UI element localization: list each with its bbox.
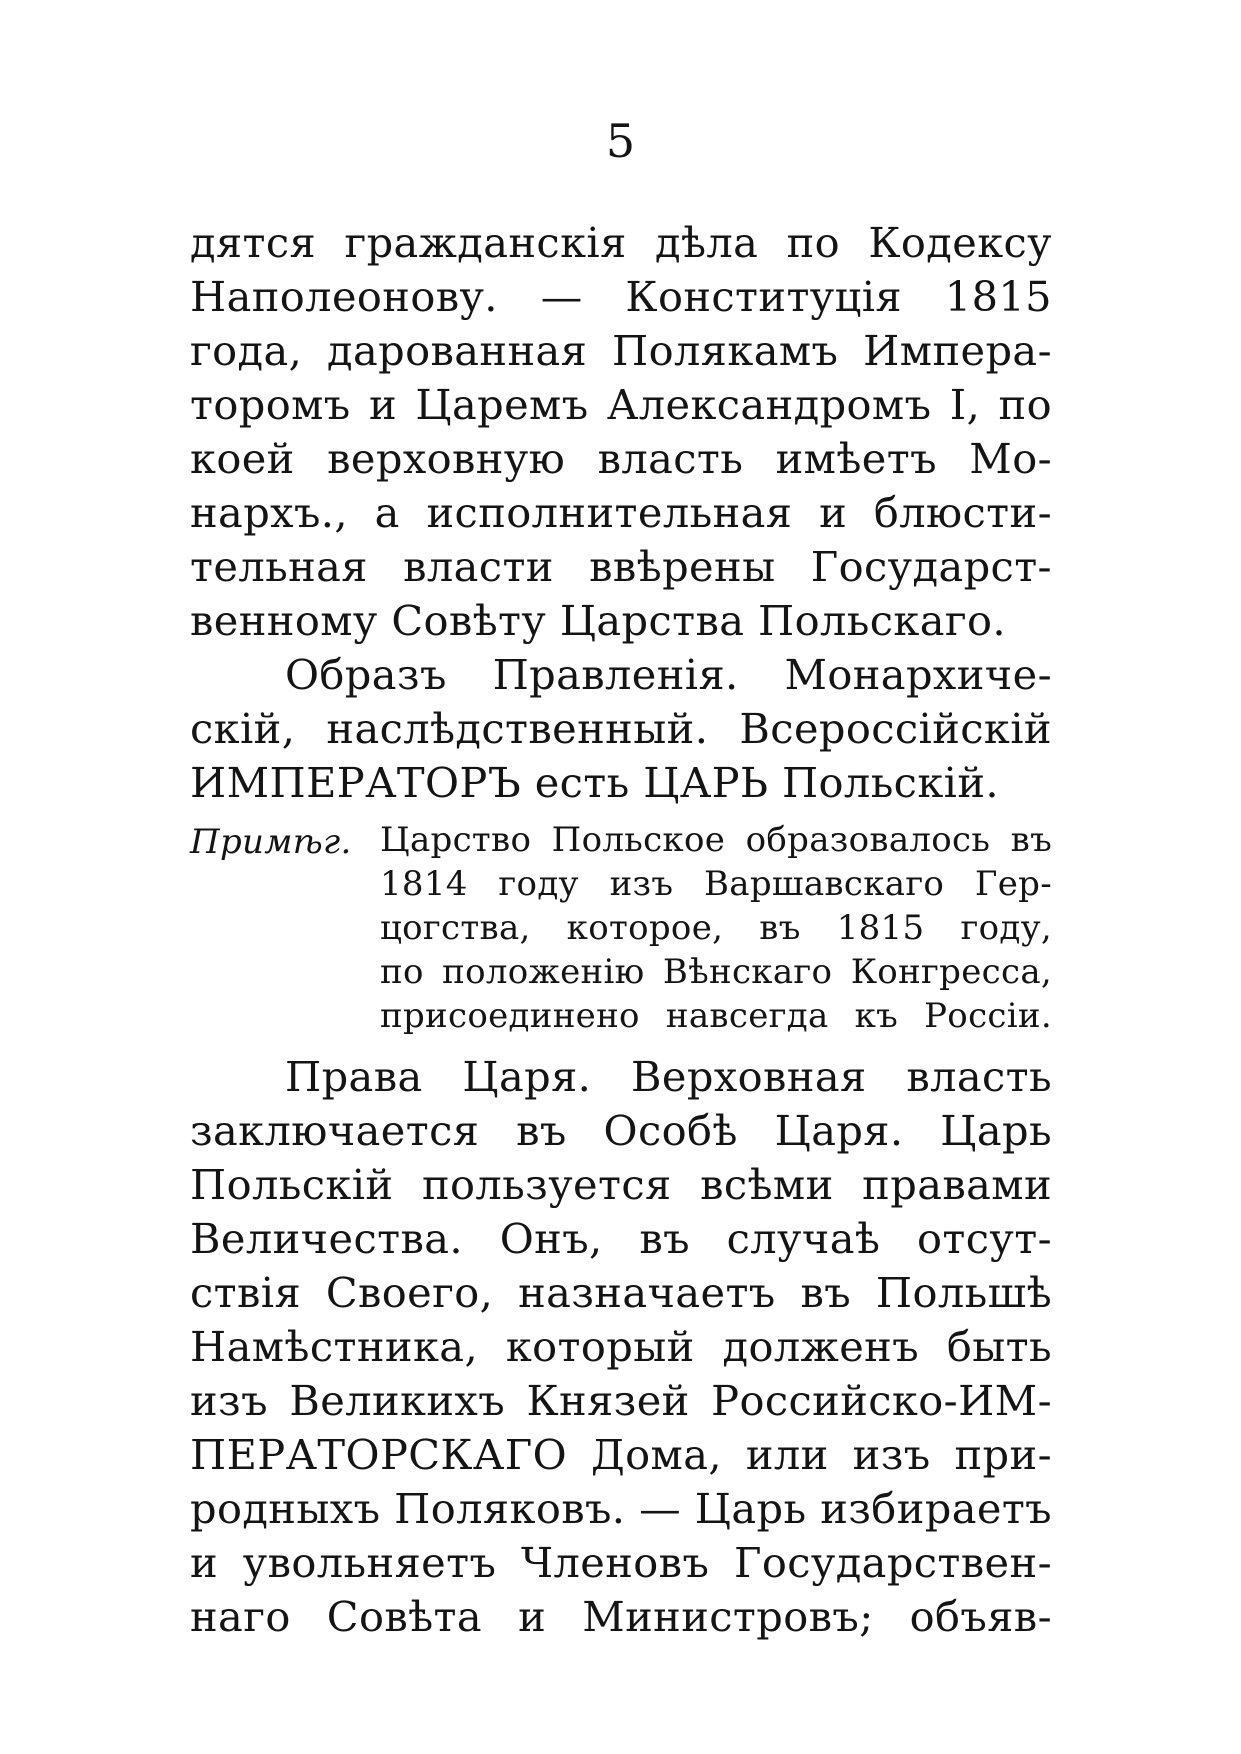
text-line: коей верховную власть имѣетъ Мо-	[190, 434, 1052, 483]
page-number: 5	[605, 114, 636, 168]
section-heading-line: Права Царя. Верховная власть	[285, 1052, 1052, 1101]
footnote	[190, 818, 1052, 1038]
text-line: торомъ и Царемъ Александромъ I, по	[190, 380, 1052, 429]
text-line: и увольняетъ Членовъ Государствен-	[190, 1538, 1052, 1587]
text-line: тельная власти ввѣрены Государст-	[190, 542, 1052, 591]
text-line: родныхъ Поляковъ. — Царь избираетъ	[190, 1484, 1052, 1533]
text-line: наго Совѣта и Министровъ; объяв-	[190, 1592, 1052, 1641]
footnote-line: присоединено навсегда къ Россіи.	[380, 996, 1052, 1036]
rights-paragraph	[190, 1050, 1052, 1644]
text-line: Наполеонову. — Конституція 1815	[190, 272, 1052, 321]
text-line: Величества. Онъ, въ случаѣ отсут-	[190, 1214, 1052, 1263]
text-line: изъ Великихъ Князей Российско-ИМ-	[190, 1376, 1052, 1425]
footnote-line: по положенію Вѣнскаго Конгресса,	[380, 952, 1052, 992]
footnote-body	[380, 818, 1052, 1038]
main-paragraph	[190, 216, 1052, 810]
text-line: Намѣстника, который долженъ быть	[190, 1322, 1052, 1371]
text-line: дятся гражданскія дѣла по Кодексу	[190, 218, 1052, 267]
footnote-line: цогства, которое, въ 1815 году,	[380, 908, 1052, 948]
text-line: ПЕРАТОРСКАГО Дома, или изъ при-	[190, 1430, 1052, 1479]
text-line: года, дарованная Полякамъ Импера-	[190, 326, 1052, 375]
text-line: венному Совѣту Царства Польскаго.	[190, 596, 1006, 645]
footnote-label: Примѣг.	[190, 822, 352, 862]
text-line: Польскій пользуется всѣми правами	[190, 1160, 1052, 1209]
text-line: заключается въ Особѣ Царя. Царь	[190, 1106, 1052, 1155]
footnote-line: Царство Польское образовалось въ	[380, 820, 1052, 860]
text-line: скій, наслѣдственный. Всероссійскій	[190, 704, 1052, 753]
text-line: ствія Своего, назначаетъ въ Польшѣ	[190, 1268, 1052, 1317]
text-line: ИМПЕРАТОРЪ есть ЦАРЬ Польскій.	[190, 758, 999, 807]
text-line: нархъ., а исполнительная и блюсти-	[190, 488, 1052, 537]
footnote-line: 1814 году изъ Варшавскаго Гер-	[380, 864, 1052, 904]
section-heading-line: Образъ Правленія. Монархиче-	[285, 650, 1052, 699]
